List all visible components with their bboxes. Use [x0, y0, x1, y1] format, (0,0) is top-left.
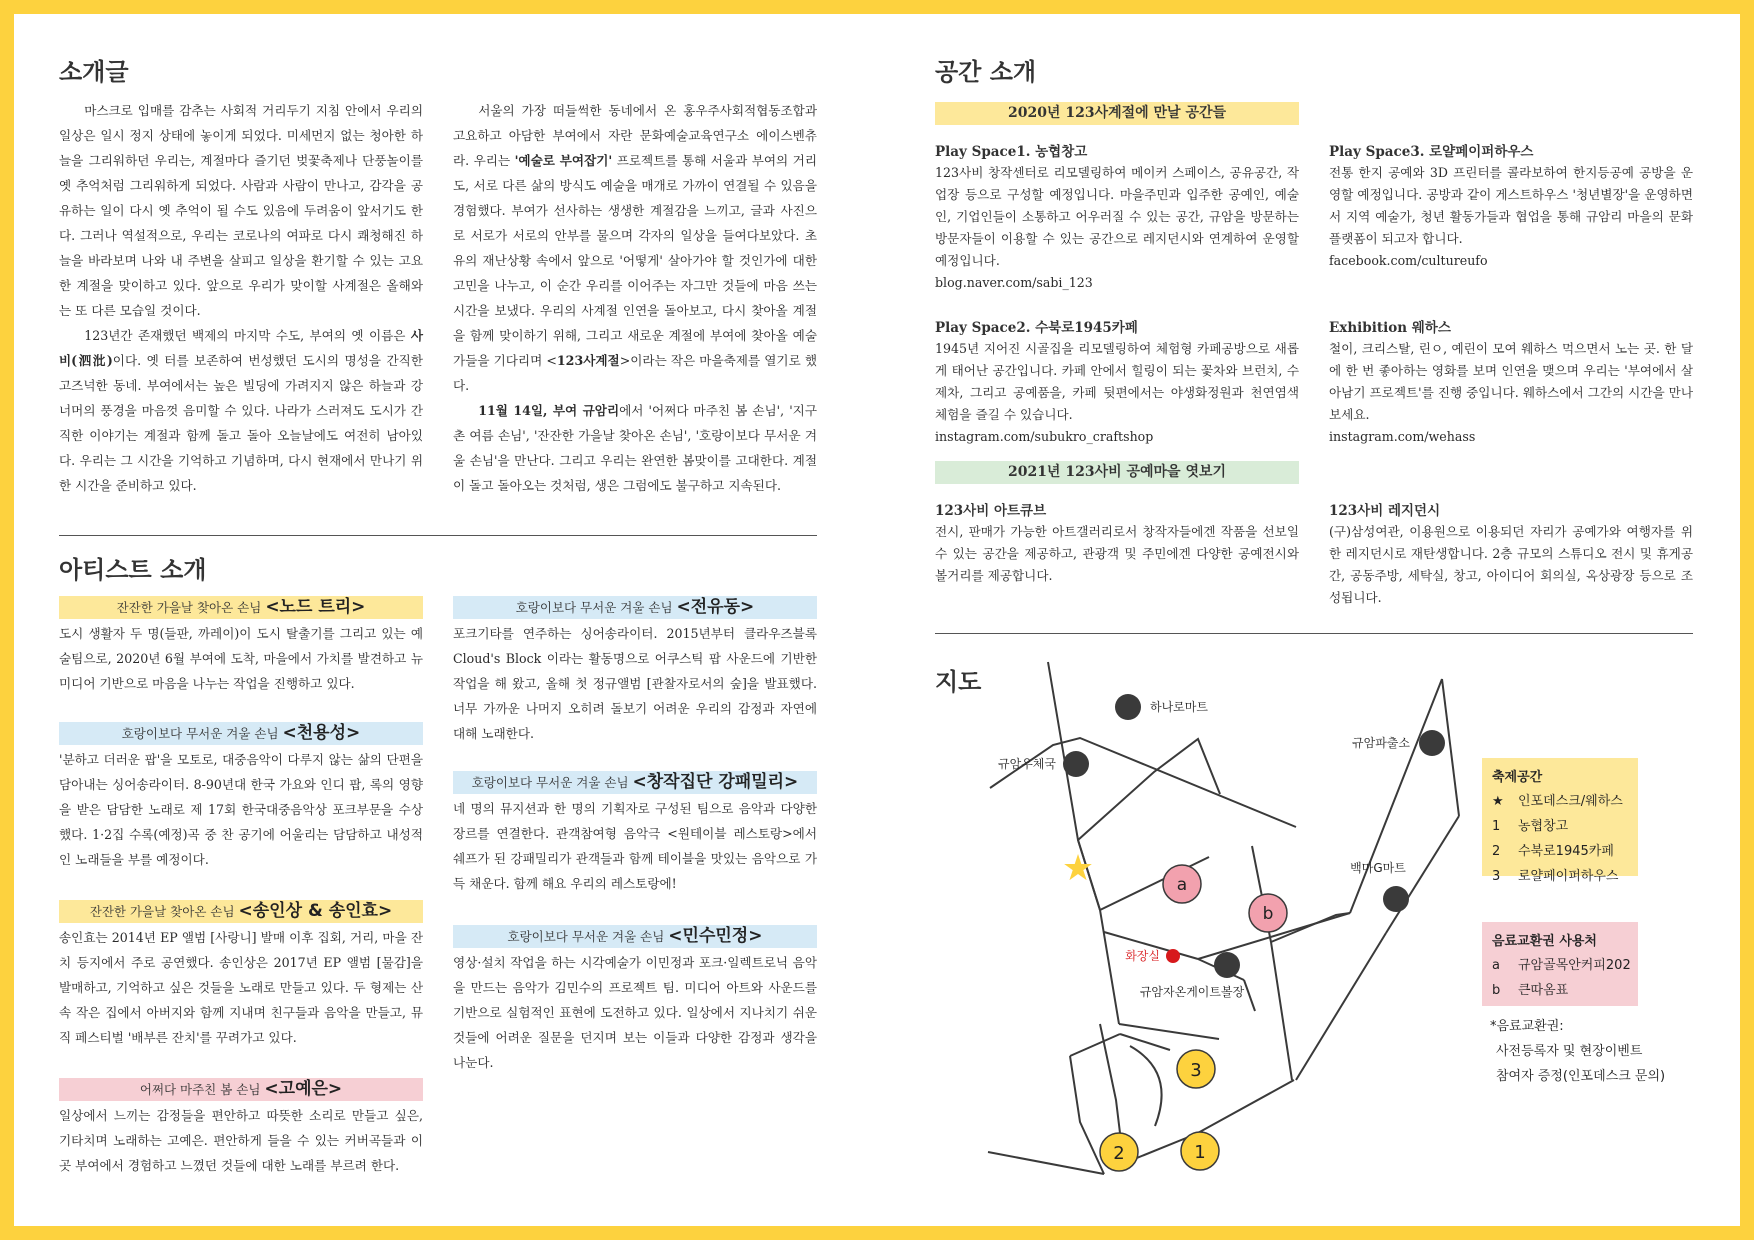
artist-season: 잔잔한 가을날 찾아온 손님 — [116, 600, 266, 615]
baekma-mart-label: 백마G마트 — [1350, 861, 1406, 875]
legend-row — [1492, 864, 1628, 889]
legend-key: 1 — [1492, 819, 1501, 834]
intro-bold-sabi: 사비(泗沘) — [59, 328, 423, 368]
space-desc-5: 전시, 판매가 가능한 아트갤러리로서 창작자들에겐 작품을 선보일 수 있는 공간을 제공하고, 관광객 및 주민에겐 다양한 공예전시와 볼거리를 제공합니다. — [935, 524, 1299, 583]
legend-title: 음료교환권 사용처 — [1492, 934, 1597, 949]
artist-bar-song — [59, 900, 423, 923]
artist-desc-jeon: 포크기타를 연주하는 싱어송라이터. 2015년부터 클라우즈블록Cloud's Block 이라는 활동명으로 어쿠스틱 팝 사운드에 기반한 작업을 해 왔고, 올해 첫 정규앨범 [관찰자로서의 숲]을 발표했다. 너무 가까운 나머지 오히려 돌보기 어려운 우리의 감정과 자연에 대해 노래한다. — [453, 626, 817, 741]
legend-row — [1492, 953, 1631, 978]
artist-desc-kang: 네 명의 뮤지션과 한 명의 기획자로 구성된 팀으로 음악과 다양한 장르를 연결한다. 관객참여형 음악극 <원테이블 레스토랑>에서 쉐프가 된 강패밀리가 관객들과 함께 테이블을 맛있는 음악으로 가득 채운다. 함께 해요 우리의 레스토랑에! — [453, 801, 817, 891]
intro-paragraph-4 — [453, 398, 817, 498]
star-icon: ★ — [1492, 794, 1504, 809]
artist-season: 호랑이보다 무서운 겨울 손님 — [507, 929, 669, 944]
note-line: *음료교환권: — [1490, 1019, 1564, 1034]
road — [1078, 739, 1220, 840]
legend-label: 농협창고 — [1518, 819, 1569, 834]
space-link-4[interactable]: instagram.com/wehass — [1329, 429, 1476, 444]
space-text: 123사비 창작센터로 리모델링하여 메이커 스페이스, 공유공간, 작업장 등으로 구성할 예정입니다. 마을주민과 입주한 공예인, 예술인, 기업인들이 소통하고 어우러질 수 있는 공간, 규암을 방문하는 방문자들이 이용할 수 있는 공간으로 레지던시와 연계하여 운영할 예정입니다. — [935, 165, 1299, 268]
police-box-label: 규암파출소 — [1352, 736, 1410, 750]
legend-key: a — [1492, 958, 1500, 973]
intro-text: 프로젝트를 통해 서울과 부여의 거리도, 서로 다른 삶의 방식도 예술을 매개로 가까이 연결될 수 있음을 경험했다. 부여가 선사하는 생생한 계절감을 느끼고, 글과 사진으로 서로가 서로의 안부를 물으며 각자의 일상을 들여다보았다. 초유의 재난상황 속에서 앞으로 '어떻게' 살아가야 할 것인가에 대한 고민을 나누고, 이 순간 우리를 이어주는 자그만 것들에 마음 쓰는 시간을 보냈다. 우리의 사계절 인연을 돌아보고, 다시 찾아올 계절을 함께 맞이하기 위해, 그리고 새로운 계절에 부여에 찾아올 예술가들을 기다리며 < — [453, 153, 817, 368]
artist-bar-kang — [453, 771, 817, 794]
space-desc-1 — [935, 162, 1299, 294]
legend-key: 2 — [1492, 844, 1501, 859]
baekma-mart-marker — [1383, 886, 1409, 912]
artist-name: <천용성> — [282, 723, 361, 743]
artist-name: <창작집단 강패밀리> — [632, 772, 799, 792]
space-text: 철이, 크리스탈, 린ㅇ, 예린이 모여 웨하스 먹으면서 노는 곳. 한 달에 한 번 좋아하는 영화를 보며 인연을 맺으며 우리는 '부여에서 살아남기 프로젝트'를 진행 중입니다. 웨하스에서 그간의 시간을 만나보세요. — [1329, 341, 1693, 422]
toilet-marker — [1166, 949, 1180, 963]
intro-text: 이다. 옛 터를 보존하여 번성했던 도시의 명성을 간직한 고즈넉한 동네. 부여에서는 높은 빌딩에 가려지지 않은 하늘과 강 너머의 풍경을 마음껏 음미할 수 있다. 나라가 스러져도 도시가 간직한 이야기는 계절과 함께 돌고 돌아 오늘날에도 여전히 남아있다. 우리는 그 시간을 기억하고 기념하며, 다시 현재에서 만나기 위한 시간을 준비하고 있다. — [59, 353, 423, 493]
road — [1442, 679, 1459, 816]
space-text: 전통 한지 공예와 3D 프린터를 콜라보하여 한지등공예 공방을 운영할 예정입니다. 공방과 같이 게스트하우스 '청년별장'을 운영하면서 지역 예술가, 청년 활동가들과 협업을 통해 규암리 마을의 문화 플랫폼이 되고자 합니다. — [1329, 165, 1693, 246]
legend-row — [1492, 978, 1628, 1003]
intro-column-1 — [59, 98, 423, 498]
road — [1296, 933, 1386, 1080]
police-box-marker — [1419, 730, 1445, 756]
space-title-2: Play Space2. 수북로1945카페 — [935, 320, 1138, 336]
road — [1119, 1024, 1219, 1039]
space-marker-1-label: 1 — [1194, 1142, 1206, 1163]
artist-name: <전유동> — [676, 597, 755, 617]
artist-bar-cheon — [59, 722, 423, 745]
space-desc-4 — [1329, 338, 1693, 448]
space-desc-2 — [935, 338, 1299, 448]
intro-column-2 — [453, 98, 817, 498]
artist-desc-minsu: 영상·설치 작업을 하는 시각예술가 이민정과 포크·일렉트로닉 음악을 만드는 음악가 김민수의 프로젝트 팀. 미디어 아트와 사운드를 기반으로 실험적인 표현에 도전하고 있다. 일상에서 지나치기 쉬운 것들에 어려운 질문을 던지며 보는 이들과 다양한 감정과 생각을 나눈다. — [453, 955, 817, 1070]
note-line: 참여자 증정(인포데스크 문의) — [1496, 1069, 1666, 1084]
spaces-section-2021: 2021년 123사비 공예마을 엿보기 — [935, 461, 1299, 484]
divider — [59, 535, 817, 536]
legend-label: 수북로1945카페 — [1518, 844, 1614, 859]
map-svg — [954, 654, 1494, 1224]
space-text: 1945년 지어진 시골집을 리모델링하여 체험형 카페공방으로 새롭게 태어난 공간입니다. 카페 안에서 힐링이 되는 꽃차와 브런치, 수제차, 그리고 공예품을, 카페 뒷편에서는 야생화정원과 천연염색 체험을 즐길 수 있습니다. — [935, 341, 1299, 422]
space-title-1: Play Space1. 농협창고 — [935, 144, 1088, 160]
legend-key: b — [1492, 983, 1501, 998]
drink-marker-a-label: a — [1176, 875, 1188, 895]
road-curve — [1130, 1046, 1162, 1126]
road — [1120, 1034, 1170, 1050]
space-marker-2-label: 2 — [1113, 1143, 1125, 1164]
spaces-section-2020: 2020년 123사계절에 만날 공간들 — [935, 102, 1299, 125]
artist-season: 잔잔한 가을날 찾아온 손님 — [89, 904, 239, 919]
space-title-5: 123사비 아트큐브 — [935, 503, 1047, 519]
intro-title: 소개글 — [59, 58, 129, 86]
intro-text: 123년간 존재했던 백제의 마지막 수도, 부여의 옛 이름은 — [84, 328, 411, 343]
spaces-title: 공간 소개 — [935, 58, 1037, 86]
space-link-2[interactable]: instagram.com/subukro_craftshop — [935, 429, 1154, 444]
intro-text: 서울의 가장 떠들썩한 동네에서 온 홍우주사회적협동조합과 고요하고 아담한 부여에서 자란 문화예술교육연구소 에이스벤츄라. 우리는 — [453, 103, 817, 168]
artist-season: 호랑이보다 무서운 겨울 손님 — [471, 775, 633, 790]
intro-paragraph-2 — [59, 323, 423, 498]
intro-bold-date: 11월 14일, 부여 규암리 — [478, 403, 620, 418]
legend-label: 로얄페이퍼하우스 — [1518, 869, 1619, 884]
gateball-label: 규암자온게이트볼장 — [1139, 985, 1245, 999]
legend-festival-spaces — [1482, 758, 1638, 884]
drink-marker-b-label: b — [1262, 904, 1274, 924]
divider — [935, 633, 1693, 634]
artists-title: 아티스트 소개 — [59, 556, 207, 584]
hanaro-mart-label: 하나로마트 — [1150, 700, 1208, 714]
artist-desc-cheon: '분하고 더러운 팝'을 모토로, 대중음악이 다루지 않는 삶의 단편을 담아내는 싱어송라이터. 8-90년대 한국 가요와 인디 팝, 록의 영향을 받은 담담한 노래로 제 17회 한국대중음악상 포크부문을 수상했다. 1·2집 수록(예정)곡 중 찬 공기에 어울리는 담담하고 내성적인 노래들을 부를 예정이다. — [59, 752, 423, 867]
space-title-3: Play Space3. 로얄페이퍼하우스 — [1329, 144, 1534, 160]
post-office-label: 규암우체국 — [998, 757, 1056, 771]
legend-drink-coupon — [1482, 922, 1638, 1006]
artist-bar-minsu — [453, 925, 817, 948]
road — [988, 1152, 1104, 1174]
artist-name: <송인상 & 송인효> — [238, 901, 393, 921]
road — [1244, 980, 1255, 1011]
artist-season: 호랑이보다 무서운 겨울 손님 — [121, 726, 283, 741]
intro-bold-project: '예술로 부여잡기' — [514, 153, 613, 168]
intro-bold-festival: 123사계절 — [556, 353, 620, 368]
legend-row — [1492, 814, 1628, 839]
intro-text: 에서 '어쩌다 마주친 봄 손님', '지구촌 여름 손님', '잔잔한 가을날 찾아온 손님', '호랑이보다 무서운 겨울 손님'을 만난다. 그리고 우리는 완연한 봄맞이를 고대한다. 계절이 돌고 돌아오는 것처럼, 생은 그럼에도 불구하고 지속된다. — [453, 403, 817, 493]
artist-bar-go — [59, 1078, 423, 1101]
space-title-4: Exhibition 웨하스 — [1329, 320, 1451, 336]
info-desk-star-icon: ★ — [1061, 848, 1095, 889]
legend-label: 인포데스크/웨하스 — [1518, 794, 1623, 809]
artist-bar-node-tree — [59, 596, 423, 619]
intro-paragraph-1: 마스크로 입매를 감추는 사회적 거리두기 지침 안에서 우리의 일상은 일시 정지 상태에 놓이게 되었다. 미세먼지 없는 청아한 하늘을 그리워하던 우리는, 계절마다 즐기던 벚꽃축제나 단풍놀이를 옛 추억처럼 그리워하게 되었다. 사람과 사람이 만나고, 감각을 공유하는 일이 다시 옛 추억이 될 수도 있음에 두려움이 앞서기도 한다. 그러나 역설적으로, 우리는 코로나의 여파로 다시 쾌청해진 하늘을 바라보며 나와 내 주변을 살피고 일상을 환기할 수 있는 고요한 계절을 맞이하고 있다. 앞으로 우리가 맞이할 사계절은 올해와는 또 다른 모습일 것이다. — [59, 103, 423, 318]
artist-season: 어쩌다 마주친 봄 손님 — [139, 1082, 265, 1097]
toilet-label: 화장실 — [1125, 949, 1160, 963]
coupon-note — [1490, 1014, 1690, 1089]
legend-key: 3 — [1492, 869, 1501, 884]
space-title-6: 123사비 레지던시 — [1329, 503, 1441, 519]
artist-desc-node-tree: 도시 생활자 두 명(들판, 까레이)이 도시 탈출기를 그리고 있는 예술팀으로, 2020년 6월 부여에 도착, 마을에서 가치를 발견하고 뉴미디어 기반으로 마음을 나누는 작업을 진행하고 있다. — [59, 626, 423, 691]
gateball-marker — [1214, 952, 1240, 978]
space-link-1[interactable]: blog.naver.com/sabi_123 — [935, 275, 1093, 290]
legend-title: 축제공간 — [1492, 770, 1543, 785]
legend-label: 규암골목안커피202 — [1518, 958, 1631, 973]
post-office-marker — [1063, 751, 1089, 777]
map-title: 지도 — [935, 668, 982, 696]
artist-name: <노드 트리> — [265, 597, 366, 617]
note-line: 사전등록자 및 현장이벤트 — [1496, 1044, 1643, 1059]
artist-season: 호랑이보다 무서운 겨울 손님 — [515, 600, 677, 615]
hanaro-mart-marker — [1115, 694, 1141, 720]
artist-name: <고예은> — [264, 1079, 343, 1099]
intro-text: >이라는 작은 마을축제를 열기로 했다. — [453, 353, 817, 393]
intro-paragraph-3 — [453, 98, 817, 398]
legend-row — [1492, 839, 1628, 864]
road — [1350, 679, 1442, 913]
artist-desc-go: 일상에서 느끼는 감정들을 편안하고 따뜻한 소리로 만들고 싶은, 기타치며 노래하는 고예은. 편안하게 들을 수 있는 커버곡들과 이곳 부여에서 경험하고 느꼈던 것들에 대한 노래를 부르려 한다. — [59, 1108, 423, 1173]
space-desc-3 — [1329, 162, 1693, 272]
legend-label: 큰따옴표 — [1518, 983, 1569, 998]
road — [1070, 1056, 1104, 1174]
brochure-page — [14, 14, 1740, 1226]
road — [1070, 1034, 1120, 1056]
legend-row — [1492, 789, 1628, 814]
space-marker-3-label: 3 — [1190, 1060, 1202, 1081]
road — [1048, 662, 1119, 1024]
road — [1252, 846, 1292, 1080]
artist-name: <민수민정> — [668, 926, 763, 946]
artist-desc-song: 송인효는 2014년 EP 앨범 [사랑니] 발매 이후 집회, 거리, 마을 잔치 등지에서 주로 공연했다. 송인상은 2017년 EP 앨범 [물감]을 발매하고, 기억하고 싶은 것들을 노래로 만들고 있다. 두 형제는 산 속 작은 집에서 아버지와 함께 지내며 친구들과 음악을 만들고, 뮤직 페스티벌 '배부른 잔치'를 꾸려가고 있다. — [59, 930, 423, 1045]
space-desc-6: (구)삼성여관, 이용원으로 이용되던 자리가 공예가와 여행자를 위한 레지던시로 재탄생합니다. 2층 규모의 스튜디오 전시 및 휴게공간, 공동주방, 세탁실, 창고, 아이디어 회의실, 옥상광장 등으로 조성됩니다. — [1329, 524, 1693, 605]
space-link-3[interactable]: facebook.com/cultureufo — [1329, 253, 1488, 268]
artist-bar-jeon — [453, 596, 817, 619]
